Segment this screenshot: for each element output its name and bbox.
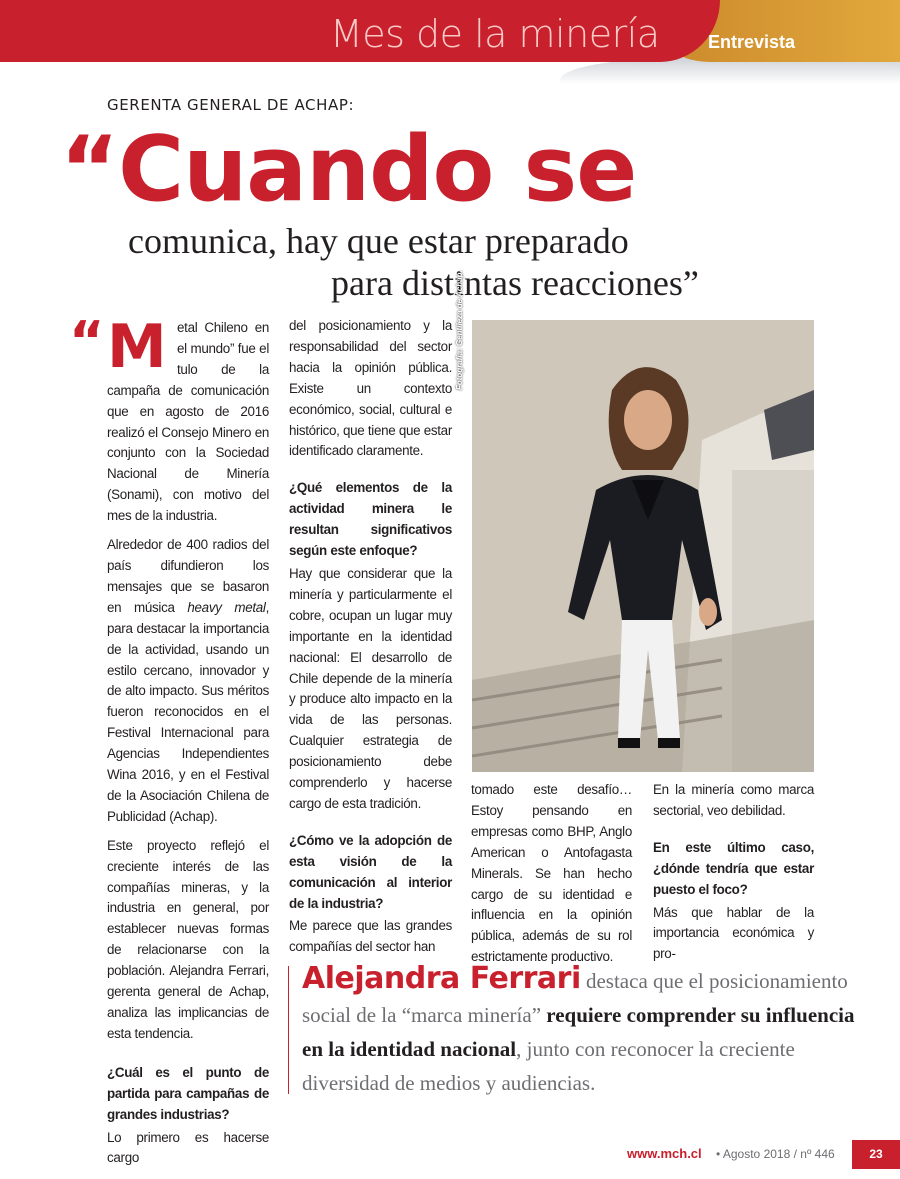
body-column-1 [69, 310, 270, 1177]
portrait-illustration [472, 320, 814, 772]
answer-2: Hay que considerar que la minería y particularmente el cobre, ocupan un lugar muy importante en la identidad nacional: El desarrollo de Chile depende de la minería y produce alto impacto en la vida de las personas. Cualquier estrategia de posicionamiento debe comprenderlo y hacerse cargo de esta tradición. [289, 565, 452, 811]
footer-url[interactable]: www.mch.cl [627, 1146, 702, 1161]
drop-quote-mark: “ [69, 310, 105, 373]
body-column-3 [471, 780, 632, 976]
pull-quote-text-2: , junto con reconocer la creciente diversidad de medios y audiencias. [302, 1037, 795, 1095]
question-1: ¿Cuál es el punto de partida para campañas de grandes industrias? [107, 1064, 269, 1122]
footer-issue: • Agosto 2018 / nº 446 [716, 1147, 835, 1161]
lead-paragraph [69, 310, 269, 527]
paragraph-3: Este proyecto reflejó el creciente interés de las compañías mineras, y la industria en general, por establecer nuevas formas de relacionarse con la población. Alejandra Ferrari, gerenta general de Achap, analiza las implicancias de esta tendencia. [107, 837, 269, 1041]
pull-quote-name: Alejandra Ferrari [302, 961, 581, 996]
paragraph-col2: del posicionamiento y la responsabilidad del sector hacia la opinión pública. Existe un contexto económico, social, cultural e histórico, que tiene que estar identificado claramente. [289, 318, 452, 459]
kicker: GERENTA GENERAL DE ACHAP: [107, 96, 355, 114]
paragraph-col4: En la minería como marca sectorial, veo debilidad. [653, 782, 814, 818]
pull-quote-rule [288, 966, 289, 1094]
question-4: En este último caso, ¿dónde tendría que estar puesto el foco? [653, 839, 814, 897]
answer-3: Me parece que las grandes compañías del sector han [289, 918, 452, 955]
page-number: 23 [852, 1140, 900, 1169]
body-column-4 [653, 780, 814, 973]
emphasis-heavy-metal: heavy metal [187, 599, 266, 615]
pull-quote [302, 962, 872, 1100]
question-3: ¿Cómo ve la adopción de esta visión de la comunicación al interior de la industria? [289, 832, 452, 911]
answer-1: Lo primero es hacerse cargo [107, 1129, 269, 1166]
photo-credit: Fotografía: Gentileza de Achap. [455, 270, 464, 390]
drop-cap [69, 310, 173, 382]
pull-quote-emphasis: requiere comprender su influencia en la identidad nacional [302, 1003, 855, 1061]
question-2: ¿Qué elementos de la actividad minera le resultan significativos según este enfoque? [289, 480, 452, 559]
drop-letter: M [107, 312, 167, 382]
body-column-2 [289, 316, 452, 966]
section-tag: Entrevista [708, 32, 796, 52]
paragraph-col3: tomado este desafío… Estoy pensando en empresas como BHP, Anglo American o Antofagasta Minerals. Se han hecho cargo de su identidad e influencia en la opinión pública, además de su rol estrictamente productivo. [471, 782, 632, 965]
headline-line-1: “Cuando se [60, 117, 637, 222]
portrait-photo [472, 320, 814, 772]
lead-text: etal Chileno en el mundo” fue el tulo de la campaña de comunicación que en agosto de 2016 realizó el Consejo Minero en conjunto con la Sociedad Nacional de Minería (Sonami), con motivo del mes de la industria. [107, 320, 269, 524]
headline-line-2: comunica, hay que estar preparado [128, 221, 629, 261]
headline-line-3: para distintas reacciones” [331, 263, 699, 303]
pull-quote-text-1: destaca que el posicionamiento social de la “marca minería” [302, 969, 848, 1027]
section-title: Mes de la minería [330, 12, 660, 56]
answer-4: Más que hablar de la importancia económica y pro- [653, 904, 814, 962]
paragraph-2: Alrededor de 400 radios del país difundieron los mensajes que se basaron en música heavy metal, para destacar la importancia de la actividad, usando un estilo cercano, innovador y de alto impacto. Sus méritos fueron reconocidos en el Festival Internacional para Agencias Independientes Wina 2016, y en el Festival de la Asociación Chilena de Publicidad (Achap). [107, 537, 270, 824]
